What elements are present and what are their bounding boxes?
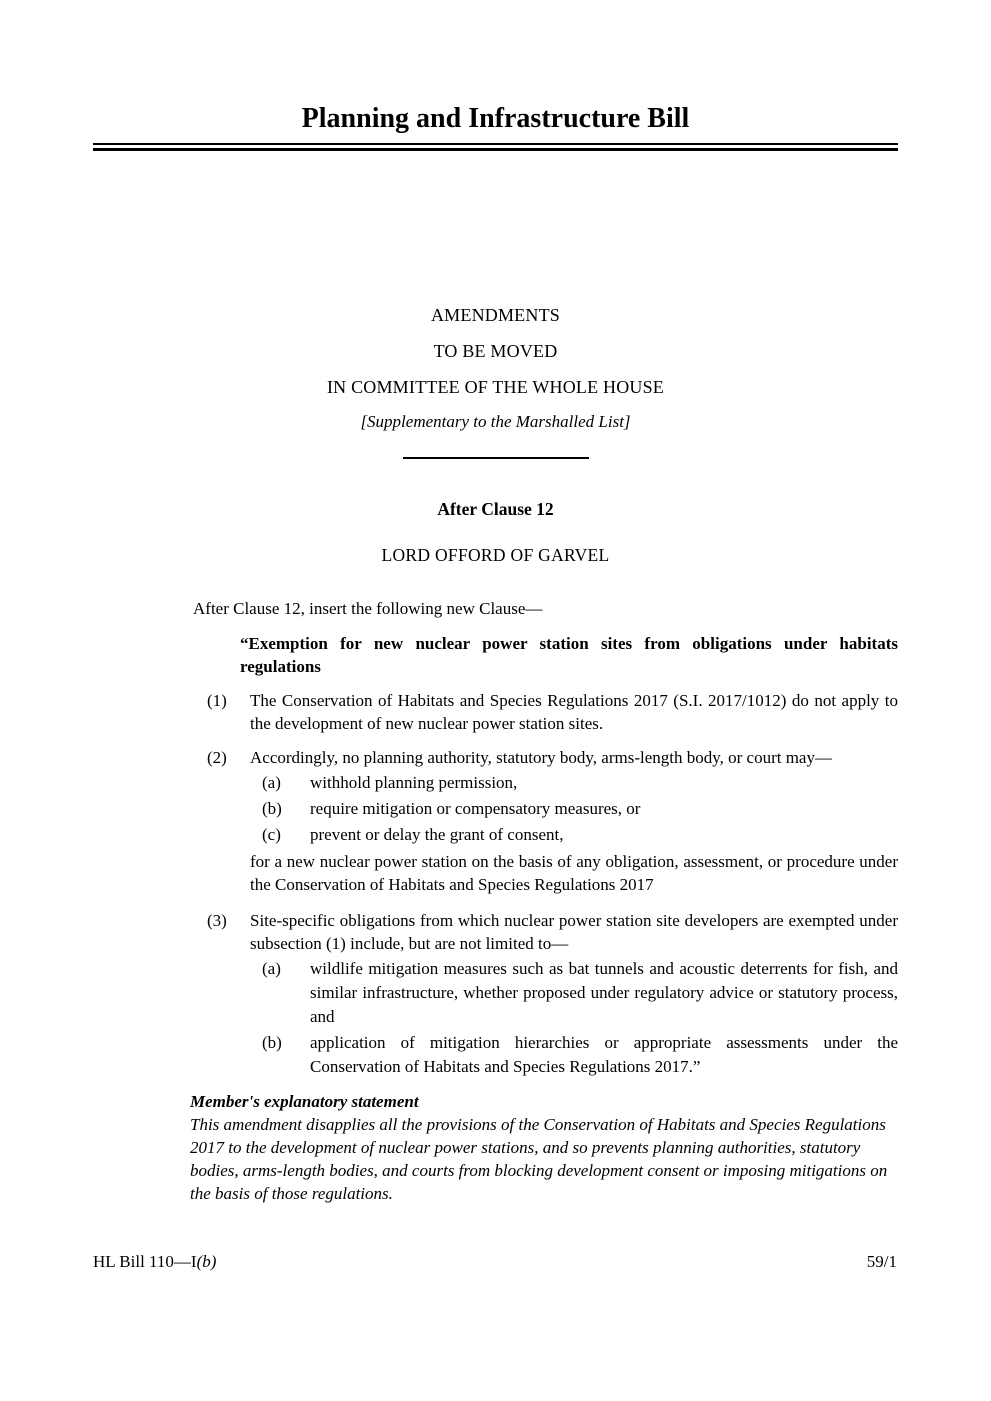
item-label: (c): [262, 825, 281, 844]
subsection-text: Site-specific obligations from which nuclear power station site developers are exempted under subsection (1) include, but are not limited to—: [250, 911, 898, 953]
bill-number-suffix: (b): [196, 1252, 217, 1271]
amendment-reference: 59/1: [866, 1252, 897, 1271]
bill-title: Planning and Infrastructure Bill: [301, 103, 690, 134]
subsection-number: (1): [207, 691, 227, 710]
section-divider-rule: [403, 457, 589, 459]
amendments-heading-block: [93, 297, 898, 405]
subsection-number: (3): [207, 911, 227, 930]
bill-number-text: HL Bill 110—I: [93, 1252, 197, 1271]
page-footer: [93, 1252, 897, 1272]
subsection-2: [93, 746, 898, 769]
item-text: withhold planning permission,: [310, 773, 518, 792]
clause-item-2a: [93, 771, 898, 795]
committee-heading: IN COMMITTEE OF THE WHOLE HOUSE: [326, 377, 664, 397]
item-label: (a): [262, 959, 281, 978]
item-label: (a): [262, 773, 281, 792]
subsection-text: The Conservation of Habitats and Species Regulations 2017 (S.I. 2017/1012) do not apply to the development of new nuclear power station sites.: [250, 691, 898, 733]
explanatory-statement-text: This amendment disapplies all the provisions of the Conservation of Habitats and Species Regulations 2017 to the development of nuclear power stations, and so prevents planning authorities, statutory bodies, arms-length bodies, and courts from blocking development consent or imposing mitigations on the basis of those regulations.: [190, 1115, 888, 1203]
clause-item-3a: [93, 957, 898, 1029]
subsection-2-continuation: for a new nuclear power station on the basis of any obligation, assessment, or procedure under the Conservation of Habitats and Species Regulations 2017: [250, 852, 898, 894]
clause-item-2b: [93, 797, 898, 821]
item-text: application of mitigation hierarchies or appropriate assessments under the Conservation of Habitats and Species Regulations 2017.”: [310, 1033, 898, 1076]
after-clause-heading: After Clause 12: [437, 499, 554, 519]
subsection-number: (2): [207, 748, 227, 767]
item-label: (b): [262, 1033, 282, 1052]
footer-bill-number: [93, 1252, 216, 1272]
amendments-heading: AMENDMENTS: [430, 305, 560, 325]
item-text: wildlife mitigation measures such as bat tunnels and acoustic deterrents for fish, and similar infrastructure, whether proposed under regulatory advice or statutory process, and: [310, 959, 898, 1026]
clause-item-3b: [93, 1031, 898, 1079]
mover-name: LORD OFFORD OF GARVEL: [381, 545, 610, 565]
new-clause-title: “Exemption for new nuclear power station sites from obligations under habitats regulations: [240, 634, 898, 676]
marshalled-list-note: [Supplementary to the Marshalled List]: [360, 412, 631, 431]
subsection-3: [93, 909, 898, 955]
clause-item-2c: [93, 823, 898, 847]
item-text: require mitigation or compensatory measures, or: [310, 799, 641, 818]
subsection-1: [93, 689, 898, 735]
amendment-instruction: After Clause 12, insert the following new Clause—: [193, 599, 543, 618]
item-label: (b): [262, 799, 282, 818]
item-text: prevent or delay the grant of consent,: [310, 825, 564, 844]
title-double-rule: [93, 143, 898, 151]
explanatory-statement-heading: Member's explanatory statement: [190, 1092, 419, 1111]
to-be-moved-heading: TO BE MOVED: [433, 341, 558, 361]
subsection-text: Accordingly, no planning authority, statutory body, arms-length body, or court may—: [250, 748, 832, 767]
